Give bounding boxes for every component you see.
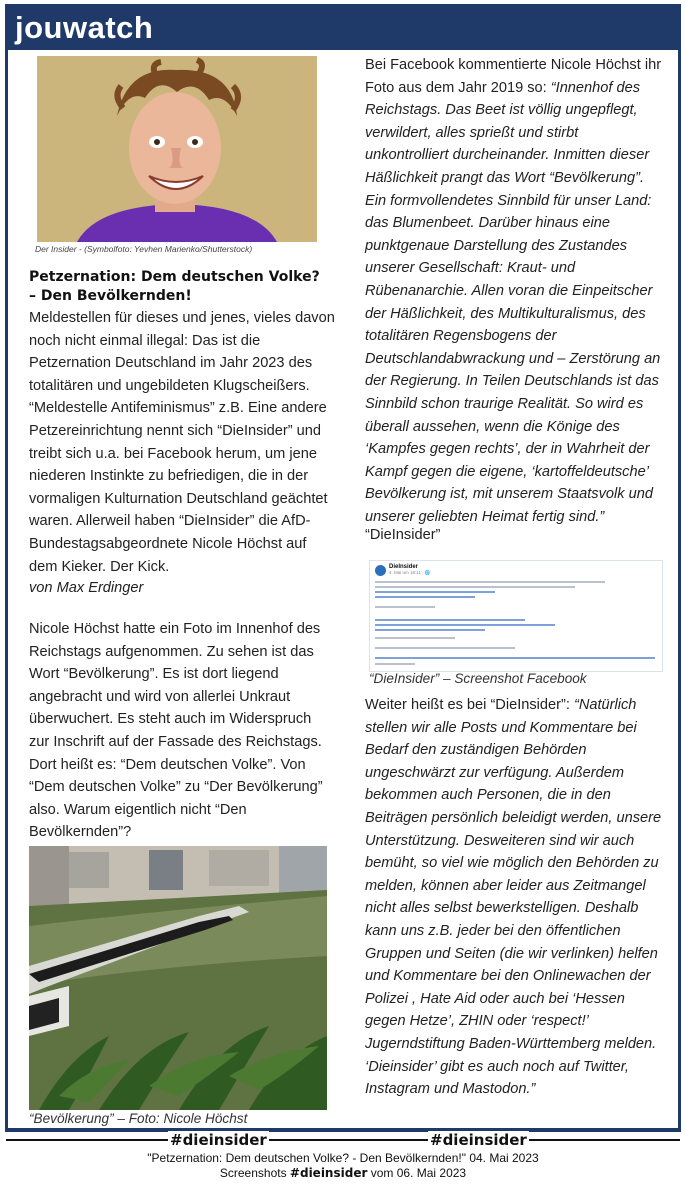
footer-source-line (0, 1151, 686, 1166)
photo2-caption: “Bevölkerung” – Foto: Nicole Höchst (29, 1111, 248, 1126)
facebook-avatar-icon (375, 565, 386, 576)
footer-hashtag-right: #dieinsider (430, 1131, 527, 1149)
footer-screenshot-line (0, 1166, 686, 1181)
article-headline: Petzernation: Dem deutschen Volke? – Den Bevölkernden! (29, 269, 320, 304)
reply-lead: Weiter heißt es bei “DieInsider”: (365, 697, 574, 713)
footer-article-title: "Petzernation: Dem deutschen Volke? - Den Bevölkernden!" (147, 1151, 466, 1165)
quote-lead: Bei Facebook kommentierte Nicole Höchst ihr Foto aus dem Jahr 2019 so: (365, 57, 662, 96)
screenshot-link-line (375, 619, 525, 621)
screenshot-text-line (375, 647, 515, 649)
facebook-quote-paragraph (365, 54, 665, 528)
insider-photo (37, 56, 317, 242)
screenshot-text-line (375, 586, 575, 588)
dieinsider-signature: “DieInsider” (365, 527, 441, 543)
screenshot-text-line (375, 637, 455, 639)
screenshot-text-line (375, 663, 415, 665)
courtyard-bed-image (29, 846, 327, 1110)
article-page (8, 50, 678, 1128)
screenshot-link-line (375, 624, 555, 626)
dieinsider-quote-paragraph (365, 694, 665, 1101)
screenshot-text-line (375, 581, 605, 583)
site-header (5, 4, 681, 50)
footer-screenshot-tag: #dieinsider (289, 1166, 368, 1180)
screenshot-link-line (375, 629, 485, 631)
footer-article-date: 04. Mai 2023 (465, 1151, 539, 1165)
intro-paragraph: Meldestellen für dieses und jenes, vieles davon noch nicht einmal illegal: Das ist die Petzernation Deutschland im Jahr 2023 des totalitären und ungebildeten Klugscheißers. “Meldestelle Antifeminismus” z.B. Eine andere Petzereinrichtung nennt sich “DieInsider” und treibt sich u.a. bei Facebook herum, um jene niederen Instinkte zu befriedigen, die in der vormaligen Kulturnation Deutschland geächtet waren. Allerweil haben “DieInsider” die AfD-Bundestagsabgeordnete Nicole Höchst auf dem Kieker. Der Kick. (29, 310, 335, 575)
footer-screenshot-prefix: Screenshots (219, 1166, 290, 1180)
facebook-screenshot (369, 560, 663, 672)
hoechst-quote: “Innenhof des Reichstags. Das Beet ist völlig ungepflegt, verwildert, alles sprießt und stirbt unkontrolliert durcheinander. Inmitten dieser Häßlichkeit prangt das Wort “Bevölkerung”. Ein formvollendetes Sinnbild für unser Land: das Blumenbeet. Darüber hinaus eine punktgenaue Darstellung des Zustandes unserer Gesellschaft: Kraut- und Rübenanarchie. Allen voran die Einpeitscher der Häßlichkeit, des Multikulturalismus, des totalitären Regensbogens der Deutschlandabwrackung und – Zerstörung an der Regierung. In Teilen Deutschlands ist das Sinnbild schon traurige Realität. So wird es überall aussehen, wenn die Könige des ‘Kampfes gegen rechts’, der in Wahrheit der Kampf gegen die eigene, ‘kartoffeldeutsche’ Bevölkerung ist, mit unserem Staatsvolk und unserer geliebten Heimat fertig sind.” (365, 79, 661, 525)
dieinsider-quote: “Natürlich stellen wir alle Posts und Kommentare bei Bedarf den zuständigen Behörden ungeschwärzt zur verfügung. Außerdem bekommen auch Personen, die in den Beiträgen persönlich beleidigt werden, unsere Unterstützung. Desweiteren sind wir auch bemüht, so viel wie möglich den Behörden zu melden, können aber leider aus Zeitmangel nicht alles selbst bewerkstelligen. Deshalb kann uns z.B. jeder bei den öffentlichen Gruppen und Seiten (die wir verlinken) helfen und Kommentare bei den Onlinewachen der Polizei , Hate Aid oder auch bei ‘Hessen gegen Hetze’, ZHIN oder ‘respect!’ Jugerndstiftung Baden-Württemberg melden. ‘Dieinsider’ gibt es auch noch auf Twitter, Instagram und Mastodon.” (365, 697, 662, 1098)
reichstag-courtyard-photo (29, 846, 327, 1110)
screenshot-post-date: 4. Mai um 18:11 · 🌐 (389, 570, 431, 575)
footer-hashtag-left: #dieinsider (170, 1131, 267, 1149)
article-frame (5, 4, 681, 1132)
screenshot-caption: “DieInsider” – Screenshot Facebook (369, 671, 587, 686)
screenshot-page-name: DieInsider (389, 564, 419, 570)
footer-divider (6, 1139, 680, 1141)
screenshot-hashtag-line (375, 591, 495, 593)
author-byline: von Max Erdinger (29, 580, 144, 596)
photo1-caption: Der Insider - (Symbolfoto: Yevhen Marienko/Shutterstock) (35, 244, 253, 254)
site-logo[interactable]: jouwatch (15, 9, 154, 45)
screenshot-text-line (375, 606, 435, 608)
man-portrait-image (37, 56, 317, 242)
footer-screenshot-date: vom 06. Mai 2023 (367, 1166, 467, 1180)
screenshot-hashtag-line (375, 596, 475, 598)
photo-paragraph: Nicole Höchst hatte ein Foto im Innenhof des Reichstags aufgenommen. Zu sehen ist das Wort “Bevölkerung”. Es ist dort liegend angebracht und wird von allerlei Unkraut überwuchert. Es steht auch im Widerspruch zur Inschrift auf der Fassade des Reichstags. Dort heißt es: “Dem deutschen Volke”. Von “Dem deutschen Volke” zu “Der Bevölkerung” also. Warum eigentlich nicht “Den Bevölkernden”? (29, 621, 323, 841)
screenshot-link-line (375, 657, 655, 659)
